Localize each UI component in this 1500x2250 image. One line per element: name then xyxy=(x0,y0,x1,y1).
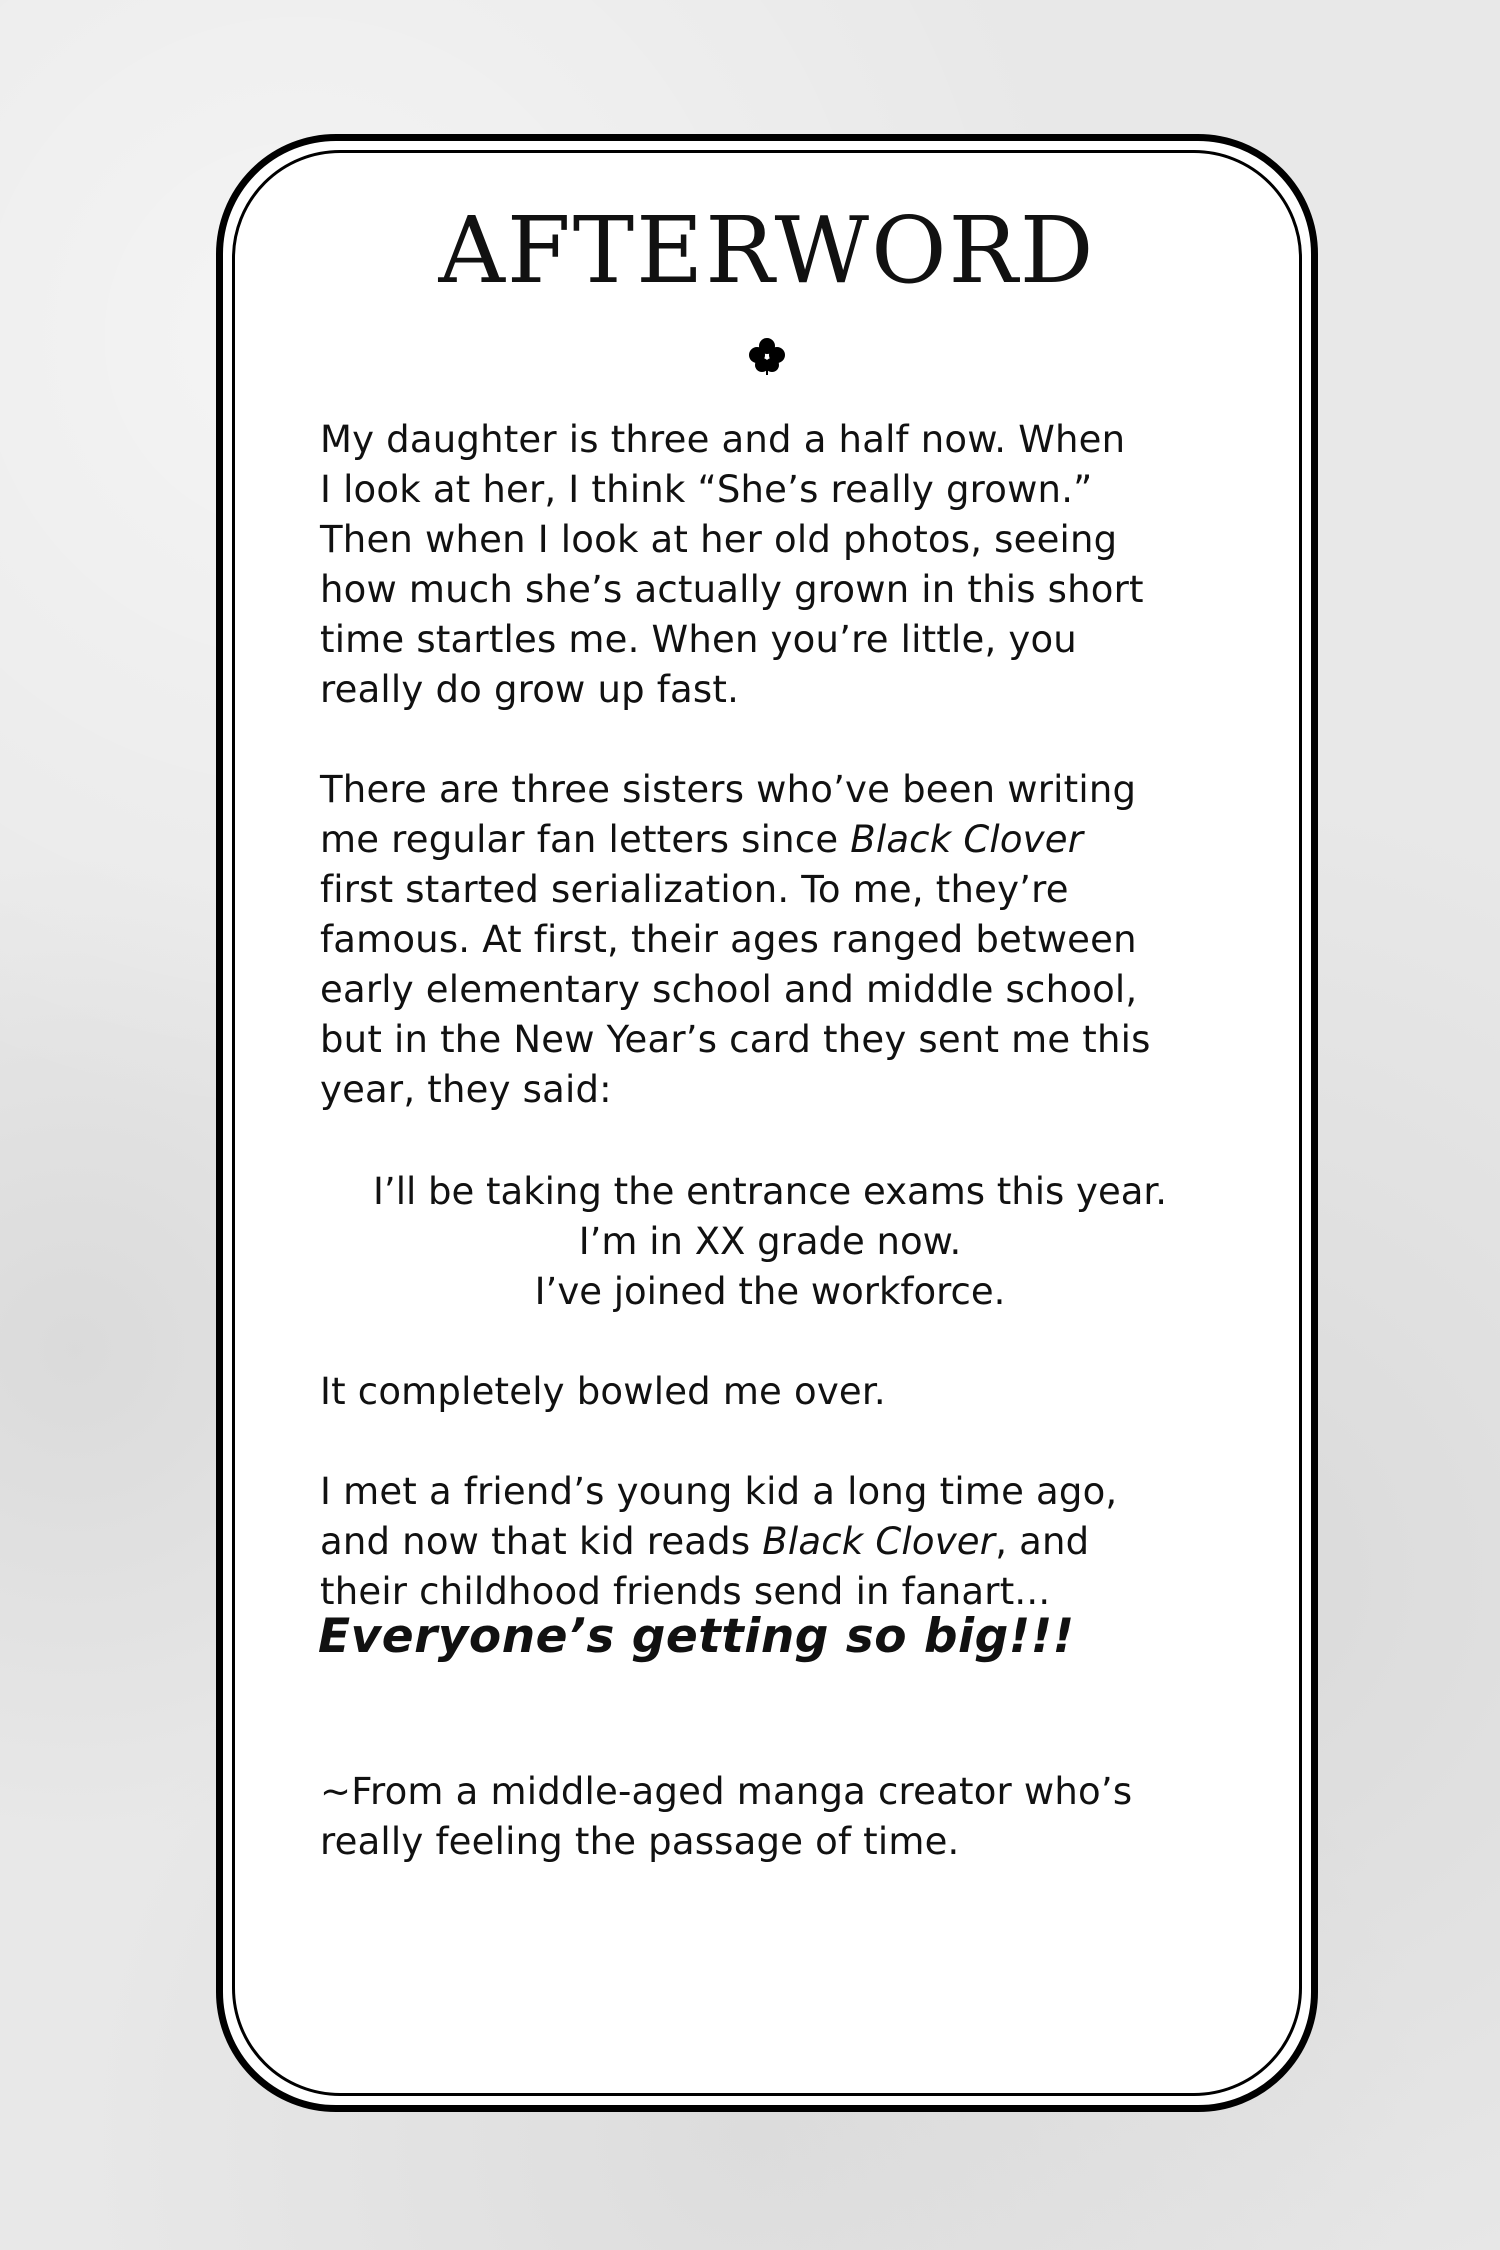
series-title: Black Clover xyxy=(850,818,1084,861)
text-line: There are three sisters who’ve been writing xyxy=(320,768,1137,811)
clover-icon xyxy=(732,336,802,385)
text-line: their childhood friends send in fanart... xyxy=(320,1570,1051,1613)
text-segment: me regular fan letters since xyxy=(320,818,851,861)
text-line xyxy=(320,1517,1250,1567)
text-line: time startles me. When you’re little, you xyxy=(320,618,1077,661)
exclamation-heading: Everyone’s getting so big!!! xyxy=(318,1609,1075,1664)
text-segment: , and xyxy=(995,1520,1090,1563)
text-segment: and now that kid reads xyxy=(320,1520,763,1563)
page-title: AFTERWORD xyxy=(438,197,1096,304)
series-title: Black Clover xyxy=(762,1520,996,1563)
text-line: I met a friend’s young kid a long time ago, xyxy=(320,1470,1118,1513)
quoted-card-text xyxy=(320,1167,1220,1317)
text-line: I look at her, I think “She’s really grown.” xyxy=(320,468,1093,511)
text-line: how much she’s actually grown in this short xyxy=(320,568,1144,611)
text-line: but in the New Year’s card they sent me this xyxy=(320,1018,1151,1061)
text-line: year, they said: xyxy=(320,1068,612,1111)
text-line xyxy=(320,815,1250,865)
clover-icon-svg xyxy=(747,336,787,376)
text-line: I’ve joined the workforce. xyxy=(534,1270,1006,1313)
text-line: Then when I look at her old photos, seeing xyxy=(320,518,1118,561)
text-line: My daughter is three and a half now. When xyxy=(320,418,1126,461)
paragraph-friends-kid xyxy=(320,1467,1250,1617)
paragraph-three-sisters xyxy=(320,765,1250,1115)
text-line: really do grow up fast. xyxy=(320,668,740,711)
signature-paragraph xyxy=(320,1767,1250,1867)
text-line: first started serialization. To me, they’re xyxy=(320,868,1069,911)
text-line: I’ll be taking the entrance exams this year. xyxy=(373,1170,1167,1213)
paragraph-daughter xyxy=(320,415,1250,715)
text-line: famous. At first, their ages ranged between xyxy=(320,918,1137,961)
text-line: I’m in XX grade now. xyxy=(578,1220,962,1263)
text-line: really feeling the passage of time. xyxy=(320,1820,960,1863)
text-line: early elementary school and middle school, xyxy=(320,968,1138,1011)
text-line: ~From a middle-aged manga creator who’s xyxy=(320,1770,1133,1813)
paragraph-bowled-over: It completely bowled me over. xyxy=(320,1370,886,1413)
